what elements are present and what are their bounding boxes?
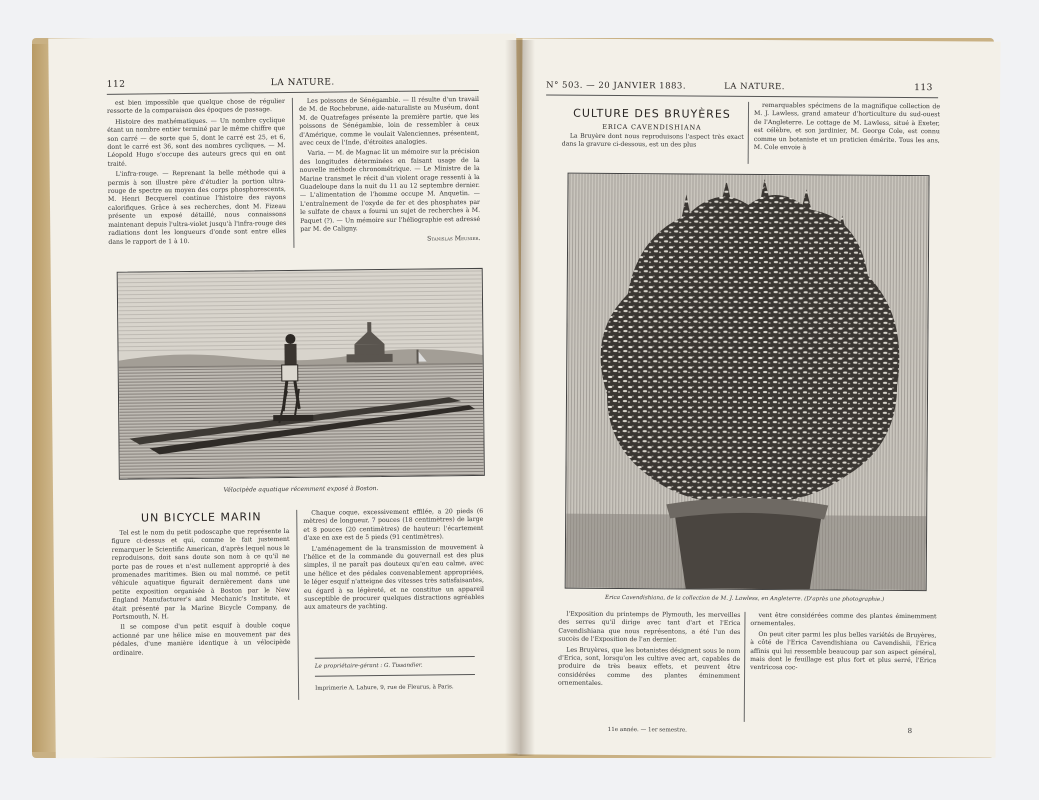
engraving-caption: Erica Cavendishiana, de la collection de M. J. Lawless, en Angleterre. (D'après une photographie.) — [604, 594, 885, 603]
article-subtitle: ERICA CAVENDISHIANA — [602, 122, 702, 132]
news-column-1 — [107, 98, 287, 248]
marine-bicycle-engraving — [117, 268, 485, 480]
left-page — [48, 34, 524, 759]
paragraph: l'Exposition du printemps de Plymouth, les merveilles des serres qu'il dirige avec tant d'art et l'Erica Cavendishiana que nous représentons, a été l'un des succès de l'Exposition de l'an dernier. — [558, 610, 741, 644]
right-page — [518, 38, 1001, 757]
paragraph: L'aménagement de la transmission de mouvement à l'hélice et de la commande du gouvernail est des plus simples, il ne paraît pas douteux qu'en eau calme, avec une hélice et des pédales convenablement appropriées, le léger esquif n'atteigne des vitesses très satisfaisantes, eu égard à sa légèreté, et ne constitue un appareil susceptible de procurer quelques distractions agréables aux amateurs de yachting. — [303, 543, 485, 612]
paragraph: Chaque coque, excessivement effilée, a 20 pieds (6 mètres) de longueur, 7 pouces (18 centimètres) de large et 8 pouces (20 centimètres) de hauteur; l'écartement d'axe en axe est de 5 pieds (91 centimètres). — [303, 507, 484, 543]
paragraph: est bien impossible que quelque chose de régulier ressorte de la comparaison des époques de passage. — [106, 97, 285, 116]
paragraph: La Bruyère dont nous reproduisons l'aspect très exact dans la gravure ci-dessous, est un des plus — [561, 132, 744, 149]
page-number: 113 — [914, 83, 933, 94]
signature: Stanislas Meunier. — [427, 234, 481, 243]
news-column-2 — [299, 96, 481, 246]
page-number: 112 — [106, 79, 126, 90]
running-head: LA NATURE. — [270, 77, 335, 89]
paragraph: Histoire des mathématiques. — Un nombre cyclique étant un nombre entier terminé par le même chiffre que son carré — de sorte que 5, dont le carré est 25, et 6, dont le carré est 36, sont des nombres cycliques, — M. Léopold Hugo s'occupe des auteurs grecs qui en ont traité. — [107, 116, 286, 168]
intro-column-2 — [754, 102, 940, 167]
paragraph: L'infra-rouge. — Reprenant la belle méthode qui a permis à son illustre père d'étudier la portion ultra-rouge de spectre au moyen des corps phosphorescents, M. Henri Becquerel continue l'histoire des rayons calorifiques. Grâce à ses recherches, dont M. Fizeau présente un exposé détaillé, nous connaissons maintenant depuis l'ultra-violet jusqu'à l'infra-rouge des radiations dont les longueurs d'onde sont entre elles dans le rapport de 1 à 10. — [107, 169, 287, 246]
article-column-1 — [111, 528, 291, 700]
heather-engraving — [565, 173, 930, 592]
article-title: CULTURE DES BRUYÈRES — [573, 106, 731, 121]
paragraph: Les poissons de Sénégambie. — Il résulte d'un travail de M. de Rochebrune, aide-naturaliste au Muséum, dont M. de Quatrefages présente la première partie, que les poissons de Sénégambie, loin de ressembler à ceux d'Amérique, comme le voulait Valenciennes, présentent, avec ceux de l'Inde, d'étroites analogies. — [298, 95, 480, 147]
paragraph: Varia. — M. de Magnac lit un mémoire sur la précision des longitudes déterminées en faisant usage de la nouvelle méthode chronométrique. — Le Ministre de la Marine transmet le récit d'un violent orage ressenti à la Guadeloupe dans la nuit du 11 au 12 septembre dernier. — L'alimentation de l'homme occupe M. Anquetin. — L'entraînement de l'oxyde de fer et des phosphates par le sulfate de chaux a fourni un sujet de recherches à M. Paquet (?). — Un mémoire sur l'héliographie est adressé par M. de Caligny. — [299, 148, 481, 233]
paragraph: Il se compose d'un petit esquif à double coque actionné par une hélice mise en mouvement par des pédales, d'une manière identique à un vélocipède ordinaire. — [112, 622, 291, 657]
body-column-2 — [750, 612, 937, 723]
column-divider — [744, 612, 746, 722]
paragraph: Tel est le nom du petit podoscaphe que représente la figure ci-dessus et qui, comme le fait justement remarquer le Scientific American, d'après lequel nous le reproduisons, doit sans doute son nom à ce qu'il ne porte pas de roues et n'est nullement approprié à des promenades maritimes. Bien ou mal nommé, ce petit véhicule aquatique figurait dernièrement dans une petite exposition organisée à Boston par le New England Manufacturer's and Mechanic's Institute, et était présenté par la Marine Bicycle Company, de Portsmouth, N. H. — [111, 527, 291, 621]
header-rule — [546, 95, 938, 99]
footer-rule — [315, 674, 475, 677]
printer-line: Imprimerie A. Lahure, 9, rue de Fleurus, à Paris. — [315, 684, 454, 692]
intro-column-1 — [562, 133, 744, 164]
article-column-2 — [303, 508, 484, 650]
column-divider — [748, 102, 749, 164]
book-gutter — [505, 40, 535, 756]
footer-rule — [315, 656, 475, 659]
column-divider — [292, 98, 295, 248]
header-rule — [107, 90, 479, 95]
proprietor-line: Le propriétaire-gérant : G. Tissandier. — [314, 662, 423, 670]
engraving-caption: Vélocipède aquatique récemment exposé à Boston. — [223, 485, 379, 494]
body-column-1 — [558, 611, 741, 722]
paragraph: On peut citer parmi les plus belles variétés de Bruyères, à côté de l'Erica Cavendishiana ou Cavendishii, l'Erica affinis qui lui ressemble beaucoup par son aspect général, mais dont le feuillage est plus fort et plus serré, l'Erica ventricosa coc- — [750, 630, 937, 672]
article-title: UN BICYCLE MARIN — [140, 510, 262, 525]
paragraph: Les Bruyères, que les botanistes désignent sous le nom d'Erica, sont, lorsqu'on les cultive avec art, capables de produire de très beaux effets, et peuvent être considérées comme des plantes éminemment ornementales. — [557, 646, 741, 688]
paragraph: vent être considérées comme des plantes éminemment ornementales. — [750, 612, 937, 628]
issue-line: N° 503. — 20 JANVIER 1883. — [546, 80, 687, 92]
sheet-number: 8 — [907, 727, 913, 736]
column-divider — [296, 510, 299, 700]
volume-signature: 11e année. — 1er semestre. — [607, 726, 687, 734]
running-head: LA NATURE. — [724, 81, 785, 93]
paragraph: remarquables spécimens de la magnifique collection de M. J. Lawless, grand amateur d'horticulture du sud-ouest de l'Angleterre. Le cottage de M. Lawless, situé à Exeter, est célèbre, et son jardinier, M. George Cole, est connu comme un botaniste et un praticien émérite. Tous les ans, M. Cole envoie à — [753, 102, 941, 152]
